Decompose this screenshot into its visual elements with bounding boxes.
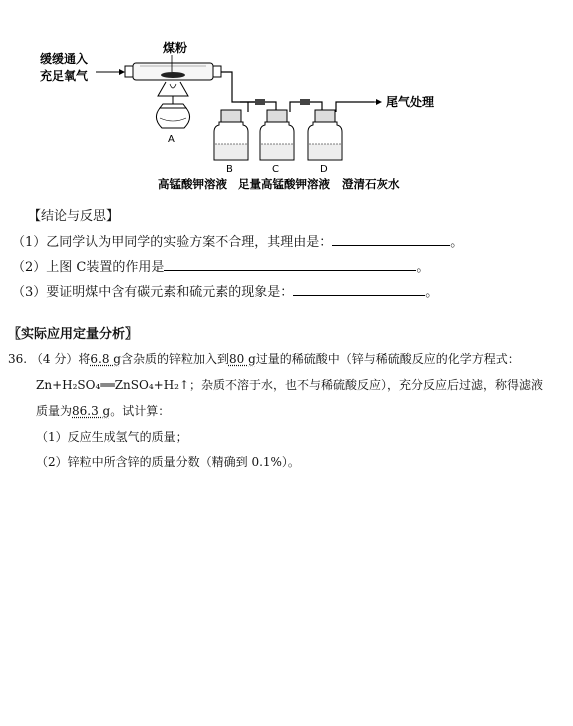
- question-3-text: （3）要证明煤中含有碳元素和硫元素的现象是：: [12, 285, 294, 300]
- coal-powder: [161, 72, 185, 78]
- answer-blank-1[interactable]: [332, 233, 450, 246]
- inlet-label-line1: 缓缓通入: [40, 52, 89, 66]
- label-c: C: [272, 164, 279, 175]
- question-1-text: （1）乙同学认为甲同学的实验方案不合理，其理由是：: [12, 235, 333, 250]
- bottle-b: [214, 110, 248, 160]
- caption-b: 高锰酸钾溶液: [158, 177, 227, 191]
- question-36-line-2: Zn+H₂SO₄══ZnSO₄+H₂↑；杂质不溶于水，也不与稀硫酸反应），充分反应后过滤，称得滤液: [36, 378, 544, 392]
- period: 。: [425, 285, 439, 300]
- mass-value-3: 86.3 g: [72, 404, 111, 418]
- mass-value-2: 80 g: [228, 352, 256, 366]
- outlet-label: 尾气处理: [386, 95, 435, 109]
- question-36-line-1: [8, 350, 520, 367]
- period: 。: [450, 235, 464, 250]
- answer-blank-3[interactable]: [293, 283, 425, 296]
- conclusion-heading: 【结论与反思】: [28, 209, 120, 224]
- bottle-d: [308, 110, 342, 160]
- q36-text-2: 过量的稀硫酸中（锌与稀硫酸反应的化学方程式：: [255, 352, 520, 366]
- caption-d: 澄清石灰水: [342, 177, 400, 191]
- bottle-c: [260, 110, 294, 160]
- question-36-sub-1: （1）反应生成氢气的质量；: [36, 430, 188, 444]
- q36-text-4: 。试计算：: [110, 404, 171, 418]
- inlet-label-line2: 充足氧气: [40, 69, 89, 83]
- question-1: [12, 231, 463, 250]
- period: 。: [416, 260, 430, 275]
- label-b: B: [226, 164, 233, 175]
- mass-value-1: 6.8 g: [90, 352, 121, 366]
- question-2-text: （2）上图 C装置的作用是: [12, 260, 165, 275]
- question-number: 36.: [8, 352, 28, 366]
- label-d: D: [320, 164, 328, 175]
- combustion-tube: [125, 63, 221, 80]
- alcohol-lamp: [156, 82, 189, 128]
- section-heading: 〖实际应用定量分析〗: [8, 327, 139, 342]
- answer-blank-2[interactable]: [164, 258, 416, 271]
- q36-text-1: 含杂质的锌粒加入到: [120, 352, 229, 366]
- q36-score: （4 分）将: [30, 352, 91, 366]
- question-3: [12, 281, 438, 300]
- inlet-arrow: [96, 69, 125, 75]
- question-36-line-3: [36, 402, 170, 419]
- outlet-arrow: [340, 99, 382, 105]
- q36-text-3: 质量为: [36, 404, 73, 418]
- caption-c: 足量高锰酸钾溶液: [238, 177, 330, 191]
- question-2: [12, 256, 429, 275]
- coal-label: 煤粉: [163, 41, 188, 55]
- label-a: A: [168, 134, 175, 145]
- question-36-sub-2: （2）锌粒中所含锌的质量分数（精确到 0.1%）。: [36, 455, 300, 469]
- apparatus-figure: [0, 0, 573, 200]
